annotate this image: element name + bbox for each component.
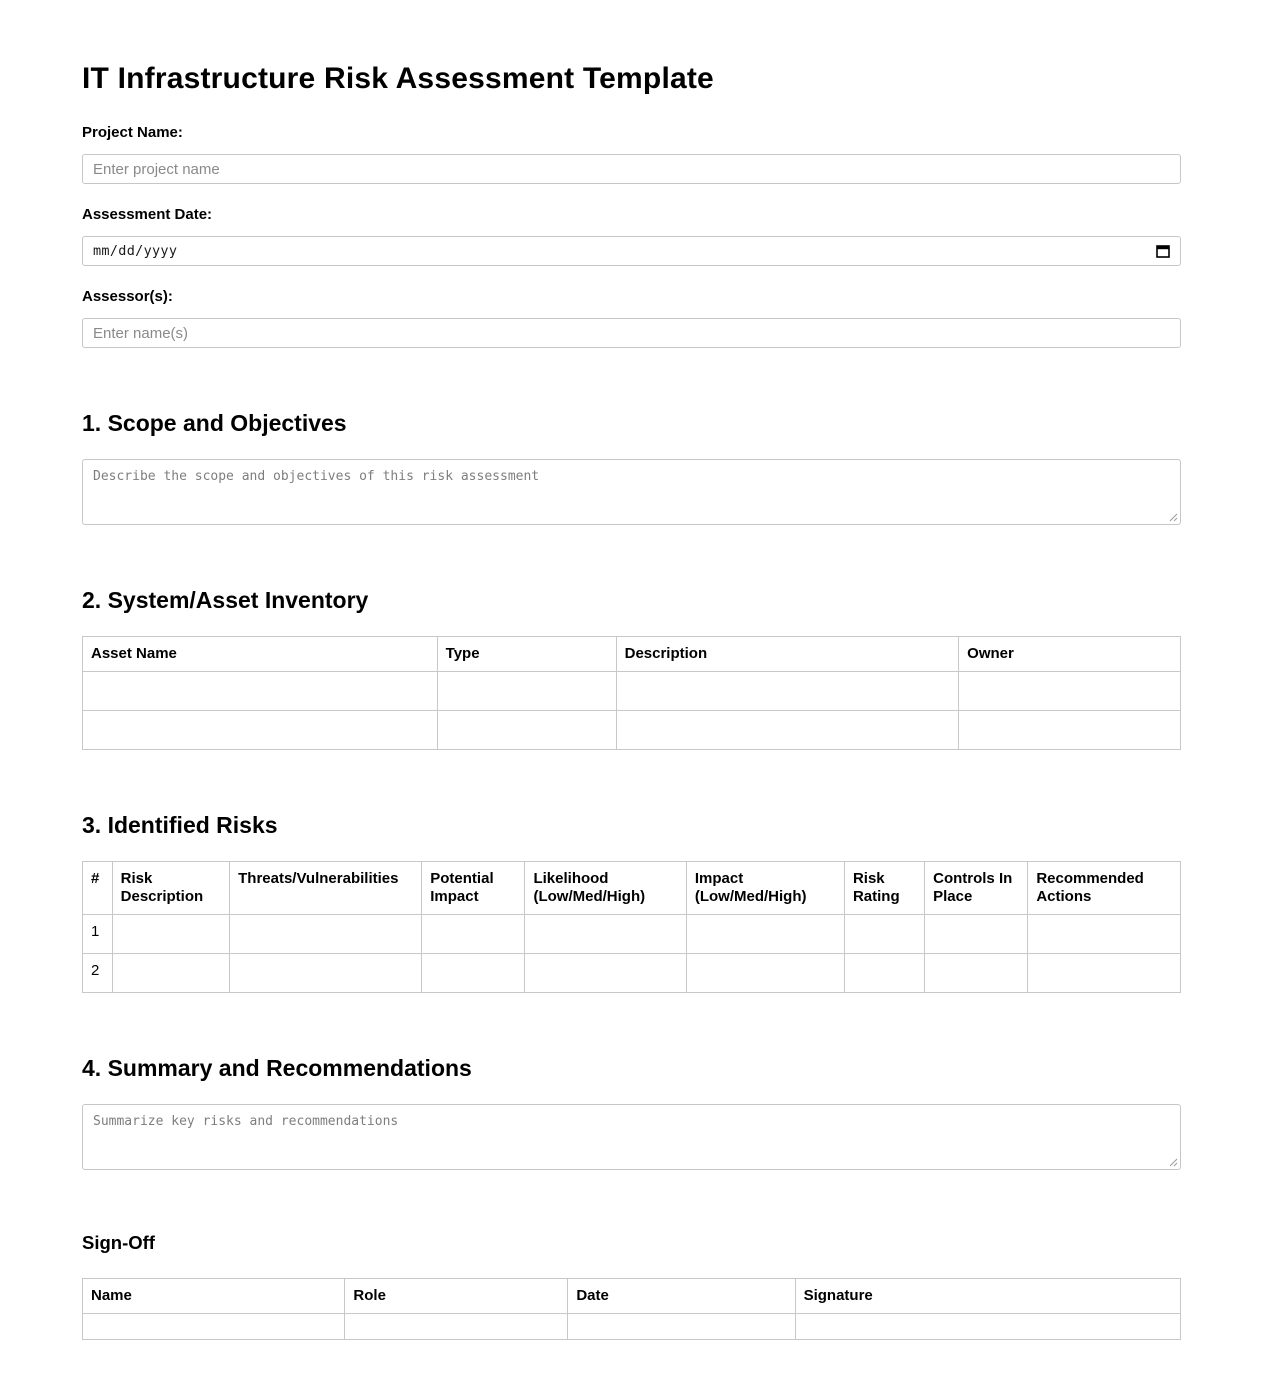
inventory-cell [616, 672, 959, 711]
section-summary-heading: 4. Summary and Recommendations [82, 1055, 472, 1081]
signoff-col-signature: Signature [795, 1279, 1180, 1314]
risk-cell [925, 915, 1028, 954]
page-title: IT Infrastructure Risk Assessment Template [82, 62, 714, 95]
risk-cell [422, 954, 525, 993]
risk-cell [925, 954, 1028, 993]
section-scope-heading: 1. Scope and Objectives [82, 410, 347, 436]
inventory-cell [616, 711, 959, 750]
risk-cell [230, 915, 422, 954]
table-row [83, 954, 1181, 993]
risk-cell [686, 915, 844, 954]
project-name-label: Project Name: [82, 124, 183, 141]
signoff-cell [345, 1314, 568, 1340]
risks-col-recommended-actions: Recommended Actions [1028, 862, 1181, 915]
section-inventory [82, 587, 1181, 750]
inventory-col-owner: Owner [959, 637, 1181, 672]
inventory-cell [437, 711, 616, 750]
signoff-heading: Sign-Off [82, 1232, 155, 1253]
inventory-cell [959, 672, 1181, 711]
risks-table [82, 861, 1181, 993]
summary-textarea[interactable] [82, 1104, 1181, 1170]
signoff-cell [83, 1314, 345, 1340]
risks-header-row [83, 862, 1181, 915]
calendar-icon[interactable] [1155, 243, 1171, 259]
risk-cell [525, 915, 686, 954]
table-row [83, 1314, 1181, 1340]
risk-row-number: 1 [83, 915, 113, 954]
risk-cell [112, 915, 229, 954]
signoff-header-row [83, 1279, 1181, 1314]
risk-row-number: 2 [83, 954, 113, 993]
inventory-header-row [83, 637, 1181, 672]
signoff-cell [795, 1314, 1180, 1340]
assessors-label: Assessor(s): [82, 288, 173, 305]
form-page [82, 0, 1181, 1396]
assessors-field [82, 288, 1181, 348]
inventory-cell [83, 711, 438, 750]
risks-col-number: # [83, 862, 113, 915]
risks-col-likelihood: Likelihood (Low/Med/High) [525, 862, 686, 915]
assessors-input[interactable] [82, 318, 1181, 348]
risks-col-impact: Impact (Low/Med/High) [686, 862, 844, 915]
section-risks-heading: 3. Identified Risks [82, 812, 278, 838]
risk-cell [525, 954, 686, 993]
assessment-date-label: Assessment Date: [82, 206, 213, 223]
risks-col-controls-in-place: Controls In Place [925, 862, 1028, 915]
risk-cell [1028, 954, 1181, 993]
table-row [83, 672, 1181, 711]
scope-textarea[interactable] [82, 459, 1181, 525]
section-risks [82, 812, 1181, 993]
risks-col-potential-impact: Potential Impact [422, 862, 525, 915]
risk-cell [230, 954, 422, 993]
risk-cell [112, 954, 229, 993]
risks-col-threats-vulnerabilities: Threats/Vulnerabilities [230, 862, 422, 915]
inventory-col-asset-name: Asset Name [83, 637, 438, 672]
project-name-input[interactable] [82, 154, 1181, 184]
assessment-date-field [82, 206, 1181, 266]
table-row [83, 915, 1181, 954]
risks-col-risk-rating: Risk Rating [844, 862, 924, 915]
risk-cell [1028, 915, 1181, 954]
signoff-col-name: Name [83, 1279, 345, 1314]
assessment-date-input[interactable] [82, 236, 1181, 266]
inventory-cell [83, 672, 438, 711]
section-scope [82, 410, 1181, 525]
signoff-col-role: Role [345, 1279, 568, 1314]
signoff-col-date: Date [568, 1279, 795, 1314]
risk-cell [844, 915, 924, 954]
section-inventory-heading: 2. System/Asset Inventory [82, 587, 369, 613]
signoff-table [82, 1278, 1181, 1340]
inventory-table [82, 636, 1181, 750]
inventory-cell [959, 711, 1181, 750]
signoff-cell [568, 1314, 795, 1340]
inventory-cell [437, 672, 616, 711]
date-placeholder-text: mm/dd/yyyy [93, 243, 178, 259]
risk-cell [844, 954, 924, 993]
risk-cell [686, 954, 844, 993]
inventory-col-type: Type [437, 637, 616, 672]
inventory-col-description: Description [616, 637, 959, 672]
risks-col-risk-description: Risk Description [112, 862, 229, 915]
project-name-field [82, 124, 1181, 184]
section-signoff [82, 1232, 1181, 1340]
risk-cell [422, 915, 525, 954]
section-summary [82, 1055, 1181, 1170]
table-row [83, 711, 1181, 750]
